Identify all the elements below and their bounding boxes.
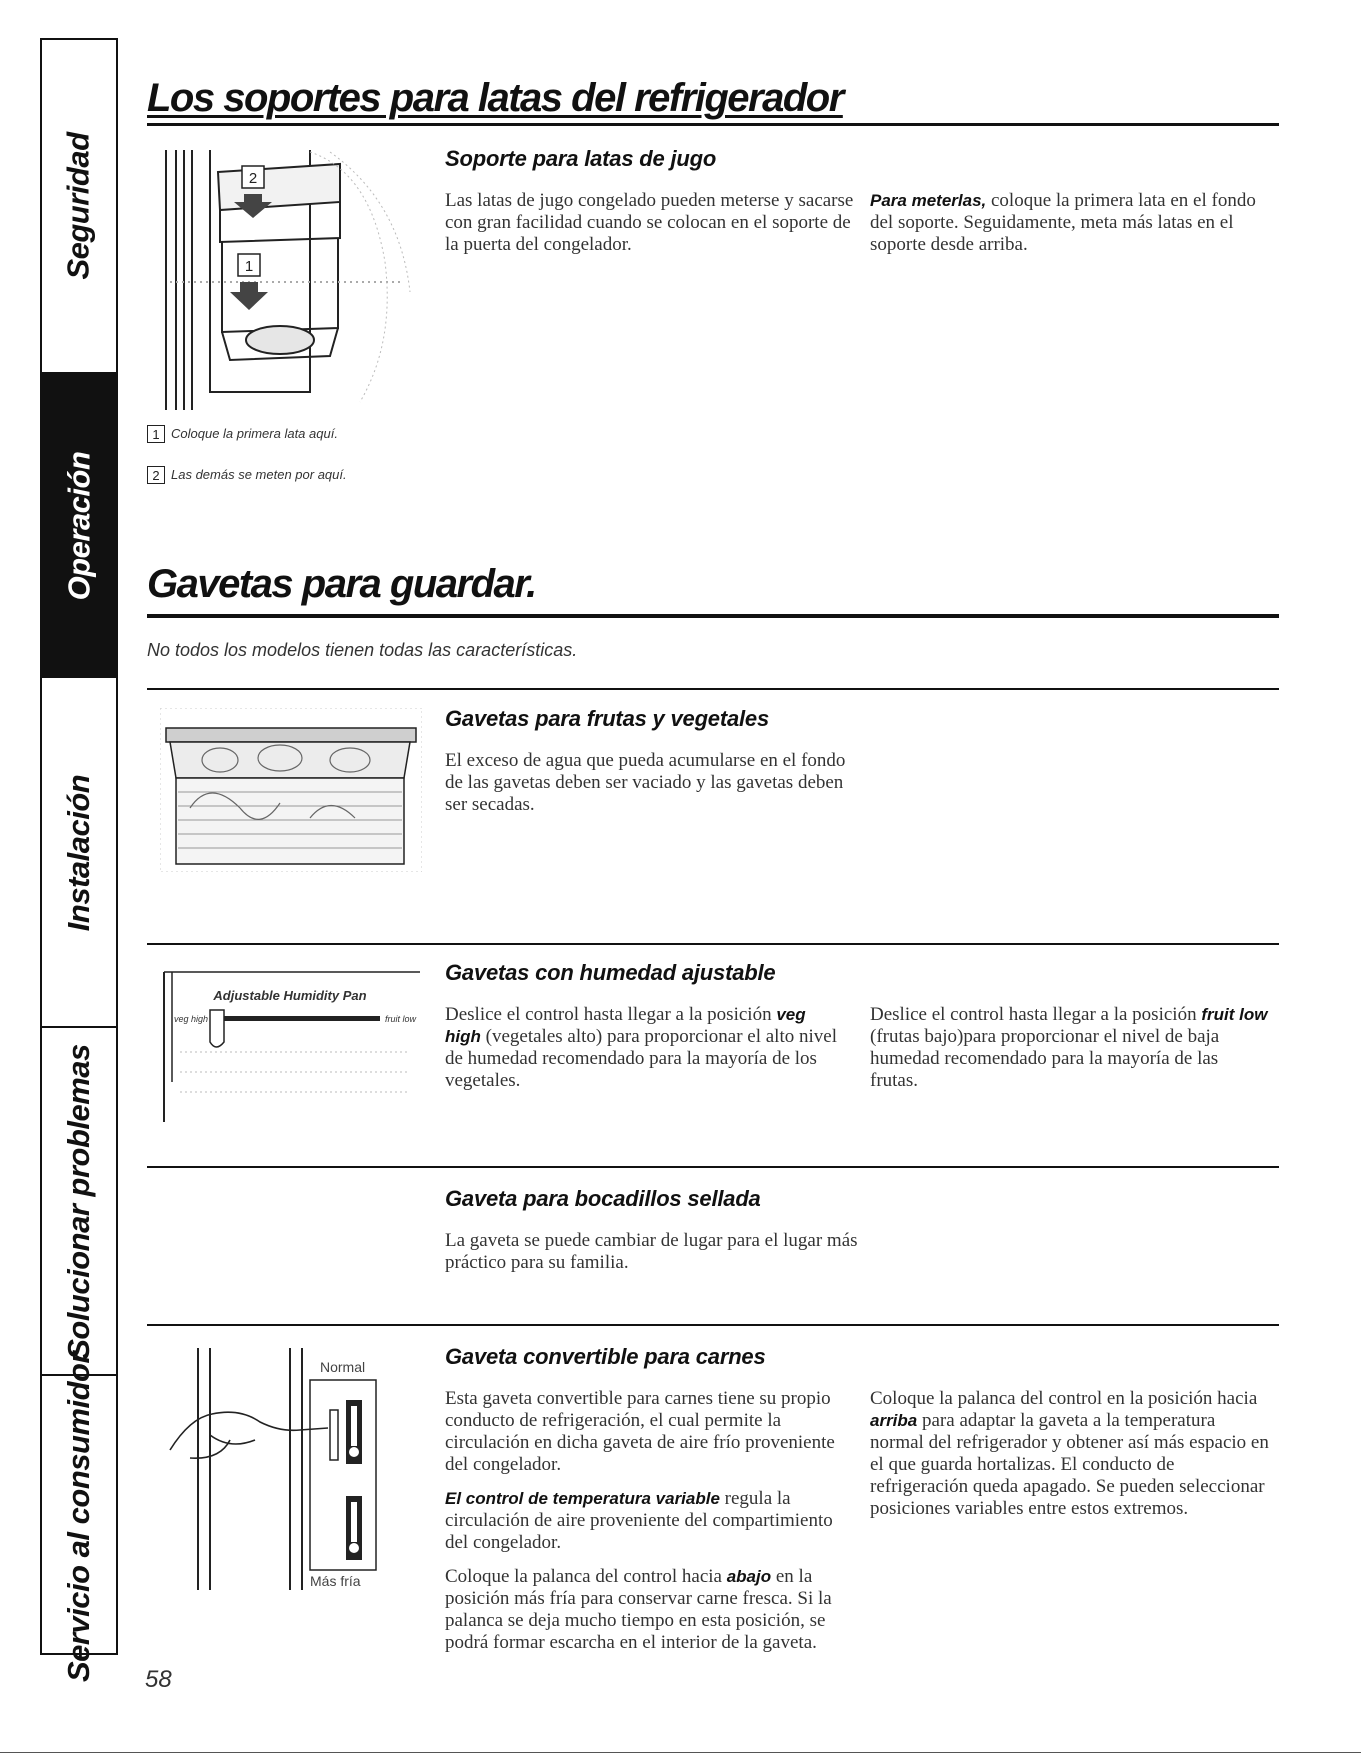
meat-pan-p1: Esta gaveta convertible para carnes tiene su propio conducto de refrigeración, el cual permite la circulación en dicha gaveta de aire frío proveniente del congelador. bbox=[445, 1388, 835, 1475]
snack-pan-heading: Gaveta para bocadillos sellada bbox=[445, 1186, 761, 1211]
section1-rule bbox=[147, 123, 1279, 126]
fruit-drawer-heading: Gavetas para frutas y vegetales bbox=[445, 706, 769, 731]
section2-rule bbox=[147, 614, 1279, 618]
caption-2-number: 2 bbox=[147, 466, 165, 484]
humidity-col2-text-a: Deslice el control hasta llegar a la posición bbox=[870, 1004, 1202, 1025]
humidity-pan-illustration bbox=[160, 962, 422, 1122]
tab-servicio-consumidor[interactable]: Servicio al consumidor bbox=[42, 1374, 116, 1657]
snack-pan-text bbox=[445, 1230, 865, 1286]
keyword-arriba: arriba bbox=[870, 1411, 918, 1430]
juice-rack-heading: Soporte para latas de jugo bbox=[445, 146, 717, 171]
divider bbox=[147, 1324, 1279, 1326]
fruit-drawer-text bbox=[445, 750, 865, 828]
juice-rack-col2 bbox=[870, 190, 1270, 268]
meat-pan-col1 bbox=[445, 1388, 855, 1666]
humidity-col1 bbox=[445, 1004, 845, 1104]
divider bbox=[147, 943, 1279, 945]
juice-rack-col2-text: coloque la primera lata en el fondo del soporte. Seguidamente, meta más latas en el soporte desde arriba. bbox=[870, 190, 1256, 255]
tab-solucionar-problemas[interactable]: Solucionar problemas bbox=[42, 1026, 116, 1376]
tab-operacion[interactable]: Operación bbox=[42, 372, 116, 678]
section-tabs bbox=[40, 38, 118, 1682]
callout-2-number: 2 bbox=[248, 170, 258, 187]
bottom-edge-rule bbox=[0, 1752, 1361, 1753]
page-number: 58 bbox=[145, 1666, 172, 1693]
meat-pan-col2-b: para adaptar la gaveta a la temperatura normal del refrigerador y obtener así más espacio en el que guarda hortalizas. El conducto de refrigeración queda apagado. Se pueden seleccionar posiciones variables entre estos extremos. bbox=[870, 1410, 1269, 1519]
juice-can-rack-illustration bbox=[160, 142, 420, 414]
humidity-col1-text-b: (vegetales alto) para proporcionar el alto nivel de humedad recomendado para la mayoría de los vegetales. bbox=[445, 1026, 837, 1091]
keyword-fruit-low: fruit low bbox=[1201, 1005, 1268, 1024]
meat-pan-p3-a: Coloque la palanca del control hacia bbox=[445, 1566, 727, 1587]
humidity-col1-text-a: Deslice el control hasta llegar a la posición bbox=[445, 1004, 777, 1025]
section2-title: Gavetas para guardar. bbox=[147, 562, 536, 606]
meat-pan-col2-a: Coloque la palanca del control en la posición hacia bbox=[870, 1388, 1258, 1409]
humidity-heading: Gavetas con humedad ajustable bbox=[445, 960, 776, 985]
humidity-fig-right: fruit low bbox=[384, 1014, 416, 1024]
control-lever-icon[interactable] bbox=[330, 1410, 338, 1460]
down-arrow-icon bbox=[230, 282, 268, 310]
meat-pan-p2: regula la circulación de aire proveniente del compartimiento del congelador. bbox=[445, 1488, 833, 1553]
section1-title: Los soportes para latas del refrigerador bbox=[147, 76, 843, 120]
meat-pan-col2 bbox=[870, 1388, 1270, 1532]
humidity-fig-title: Adjustable Humidity Pan bbox=[213, 988, 367, 1003]
juice-rack-col1: Las latas de jugo congelado pueden meterse y sacarse con gran facilidad cuando se colocan en el soporte de la puerta del congelador. bbox=[445, 190, 854, 255]
humidity-fig-left: veg high bbox=[174, 1014, 209, 1024]
keyword-para-meterlas: Para meterlas, bbox=[870, 191, 987, 210]
meat-pan-p3-b: en la posición más fría para conservar carne fresca. Si la palanca se deja mucho tiempo en esta posición, se podrá formar escarcha en el interior de la gaveta. bbox=[445, 1566, 832, 1653]
models-note: No todos los modelos tienen todas las características. bbox=[147, 640, 578, 660]
meat-pan-control-illustration bbox=[150, 1340, 422, 1600]
meat-fig-top: Normal bbox=[320, 1359, 366, 1375]
callout-1-number: 1 bbox=[244, 258, 254, 275]
tab-instalacion[interactable]: Instalación bbox=[42, 676, 116, 1028]
humidity-col2-text-b: (frutas bajo)para proporcionar el nivel de baja humedad recomendado para la mayoría de las frutas. bbox=[870, 1026, 1220, 1091]
humidity-col2 bbox=[870, 1004, 1270, 1104]
caption-2-text: Las demás se meten por aquí. bbox=[171, 467, 347, 482]
keyword-control-temperatura: El control de temperatura variable bbox=[445, 1489, 720, 1508]
divider bbox=[147, 1166, 1279, 1168]
hand-icon bbox=[170, 1412, 328, 1458]
caption-2 bbox=[147, 466, 347, 484]
divider bbox=[147, 688, 1279, 690]
meat-pan-heading: Gaveta convertible para carnes bbox=[445, 1344, 766, 1369]
caption-1 bbox=[147, 425, 338, 443]
juice-rack-text bbox=[445, 190, 855, 268]
keyword-veg-high: veg high bbox=[445, 1005, 806, 1046]
crisper-drawer-illustration bbox=[160, 708, 422, 872]
meat-fig-bottom: Más fría bbox=[310, 1573, 361, 1589]
keyword-abajo: abajo bbox=[726, 1567, 772, 1586]
fruit-drawer-paragraph: El exceso de agua que pueda acumularse en el fondo de las gavetas deben ser vaciado y las gavetas deben ser secadas. bbox=[445, 750, 846, 815]
tab-seguridad[interactable]: Seguridad bbox=[61, 132, 96, 280]
snack-pan-paragraph: La gaveta se puede cambiar de lugar para el lugar más práctico para su familia. bbox=[445, 1230, 858, 1273]
caption-1-number: 1 bbox=[147, 425, 165, 443]
caption-1-text: Coloque la primera lata aquí. bbox=[171, 426, 338, 441]
humidity-slider-icon bbox=[210, 1010, 224, 1047]
